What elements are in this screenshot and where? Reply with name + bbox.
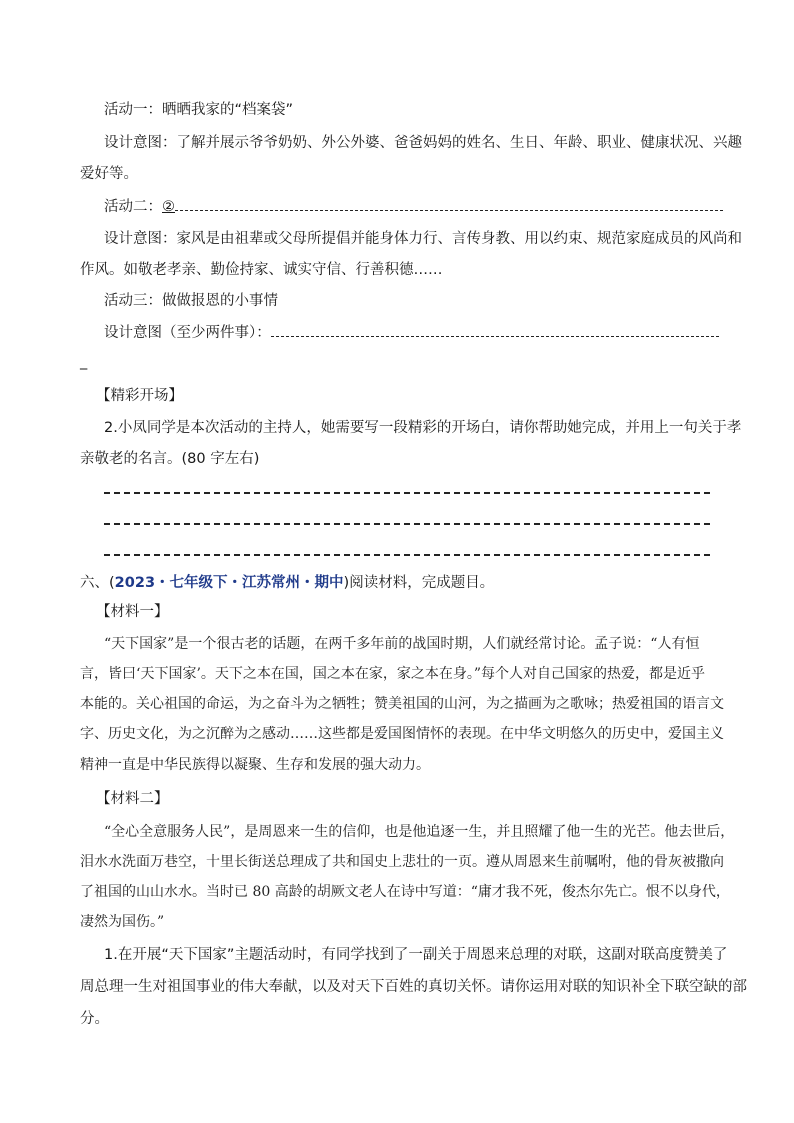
opening-heading: 【精彩开场】 — [96, 388, 183, 404]
activity2-blank-marker: ② — [162, 199, 175, 215]
material1-line: 精神一直是中华民族得以凝聚、生存和发展的强大动力。 — [80, 757, 430, 773]
activity3-trailing-dash: _ — [80, 354, 88, 370]
opening-answer-line-1[interactable] — [104, 492, 710, 494]
question1-line: 1.在开展“天下国家”主题活动时，有同学找到了一副关于周恩来总理的对联，这副对联高度赞美了 — [104, 947, 728, 963]
material1-line: “天下国家”是一个很古老的话题，在两千多年前的战国时期，人们就经常讨论。孟子说：“人有恒 — [104, 636, 700, 652]
activity1-intent-line1: 设计意图：了解并展示爷爷奶奶、外公外婆、爸爸妈妈的姓名、生日、年龄、职业、健康状况、兴趣 — [104, 135, 742, 151]
material2-heading: 【材料二】 — [96, 791, 169, 807]
material1-line: 本能的。关心祖国的命运，为之奋斗为之牺牲；赞美祖国的山河，为之描画为之歌咏；热爱祖国的语言文 — [80, 696, 724, 712]
material1-heading: 【材料一】 — [96, 604, 169, 620]
question1-line: 周总理一生对祖国事业的伟大奉献，以及对天下百姓的真切关怀。请你运用对联的知识补全下联空缺的部 — [80, 979, 747, 995]
material2-line: “全心全意服务人民”，是周恩来一生的信仰，也是他追逐一生，并且照耀了他一生的光芒。他去世后， — [104, 824, 735, 840]
material1-line: 言，皆曰‘天下国家’。天下之本在国，国之本在家，家之本在身。”每个人对自己国家的热爱，都是近乎 — [80, 666, 706, 682]
opening-question-line2: 亲敬老的名言。(80 字左右) — [80, 451, 260, 467]
section6-prefix: 六、( — [80, 575, 115, 591]
activity2-intent-line2: 作风。如敬老孝亲、勤俭持家、诚实守信、行善积德…… — [80, 262, 443, 278]
activity2-answer-blank[interactable] — [175, 197, 723, 211]
activity2-label: 活动二： — [104, 199, 162, 215]
opening-answer-line-3[interactable] — [104, 554, 710, 556]
activity3-answer-blank[interactable] — [271, 323, 719, 337]
material2-line: 了祖国的山山水水。当时已 80 高龄的胡厥文老人在诗中写道：“庸才我不死，俊杰尔先亡。恨不以身代， — [80, 884, 730, 900]
section6-suffix: )阅读材料，完成题目。 — [343, 575, 495, 591]
section6-source: 2023・七年级下・江苏常州・期中 — [114, 575, 344, 591]
question1-line: 分。 — [80, 1011, 109, 1027]
activity1-intent-line2: 爱好等。 — [80, 166, 138, 182]
activity1-title: 活动一：晒晒我家的“档案袋” — [104, 102, 294, 118]
material1-line: 字、历史文化，为之沉醉为之感动……这些都是爱国图情怀的表现。在中华文明悠久的历史中，爱国主义 — [80, 726, 724, 742]
opening-answer-line-2[interactable] — [104, 523, 710, 525]
opening-question-line1: 2.小凤同学是本次活动的主持人，她需要写一段精彩的开场白，请你帮助她完成，并用上一句关于孝 — [104, 420, 742, 436]
material2-line: 凄然为国伤。” — [80, 914, 165, 930]
activity3-intent-row — [104, 323, 719, 343]
activity2-intent-line1: 设计意图：家风是由祖辈或父母所提倡并能身体力行、言传身教、用以约束、规范家庭成员的风尚和 — [104, 231, 742, 247]
material2-line: 泪水水洗面万巷空，十里长街送总理成了共和国史上悲壮的一页。遵从周恩来生前嘱咐，他的骨灰被撒向 — [80, 854, 724, 870]
activity3-intent-label: 设计意图（至少两件事）： — [104, 325, 271, 341]
activity3-title: 活动三：做做报恩的小事情 — [104, 293, 278, 309]
section6-heading — [80, 573, 494, 593]
activity2-row — [104, 197, 723, 217]
